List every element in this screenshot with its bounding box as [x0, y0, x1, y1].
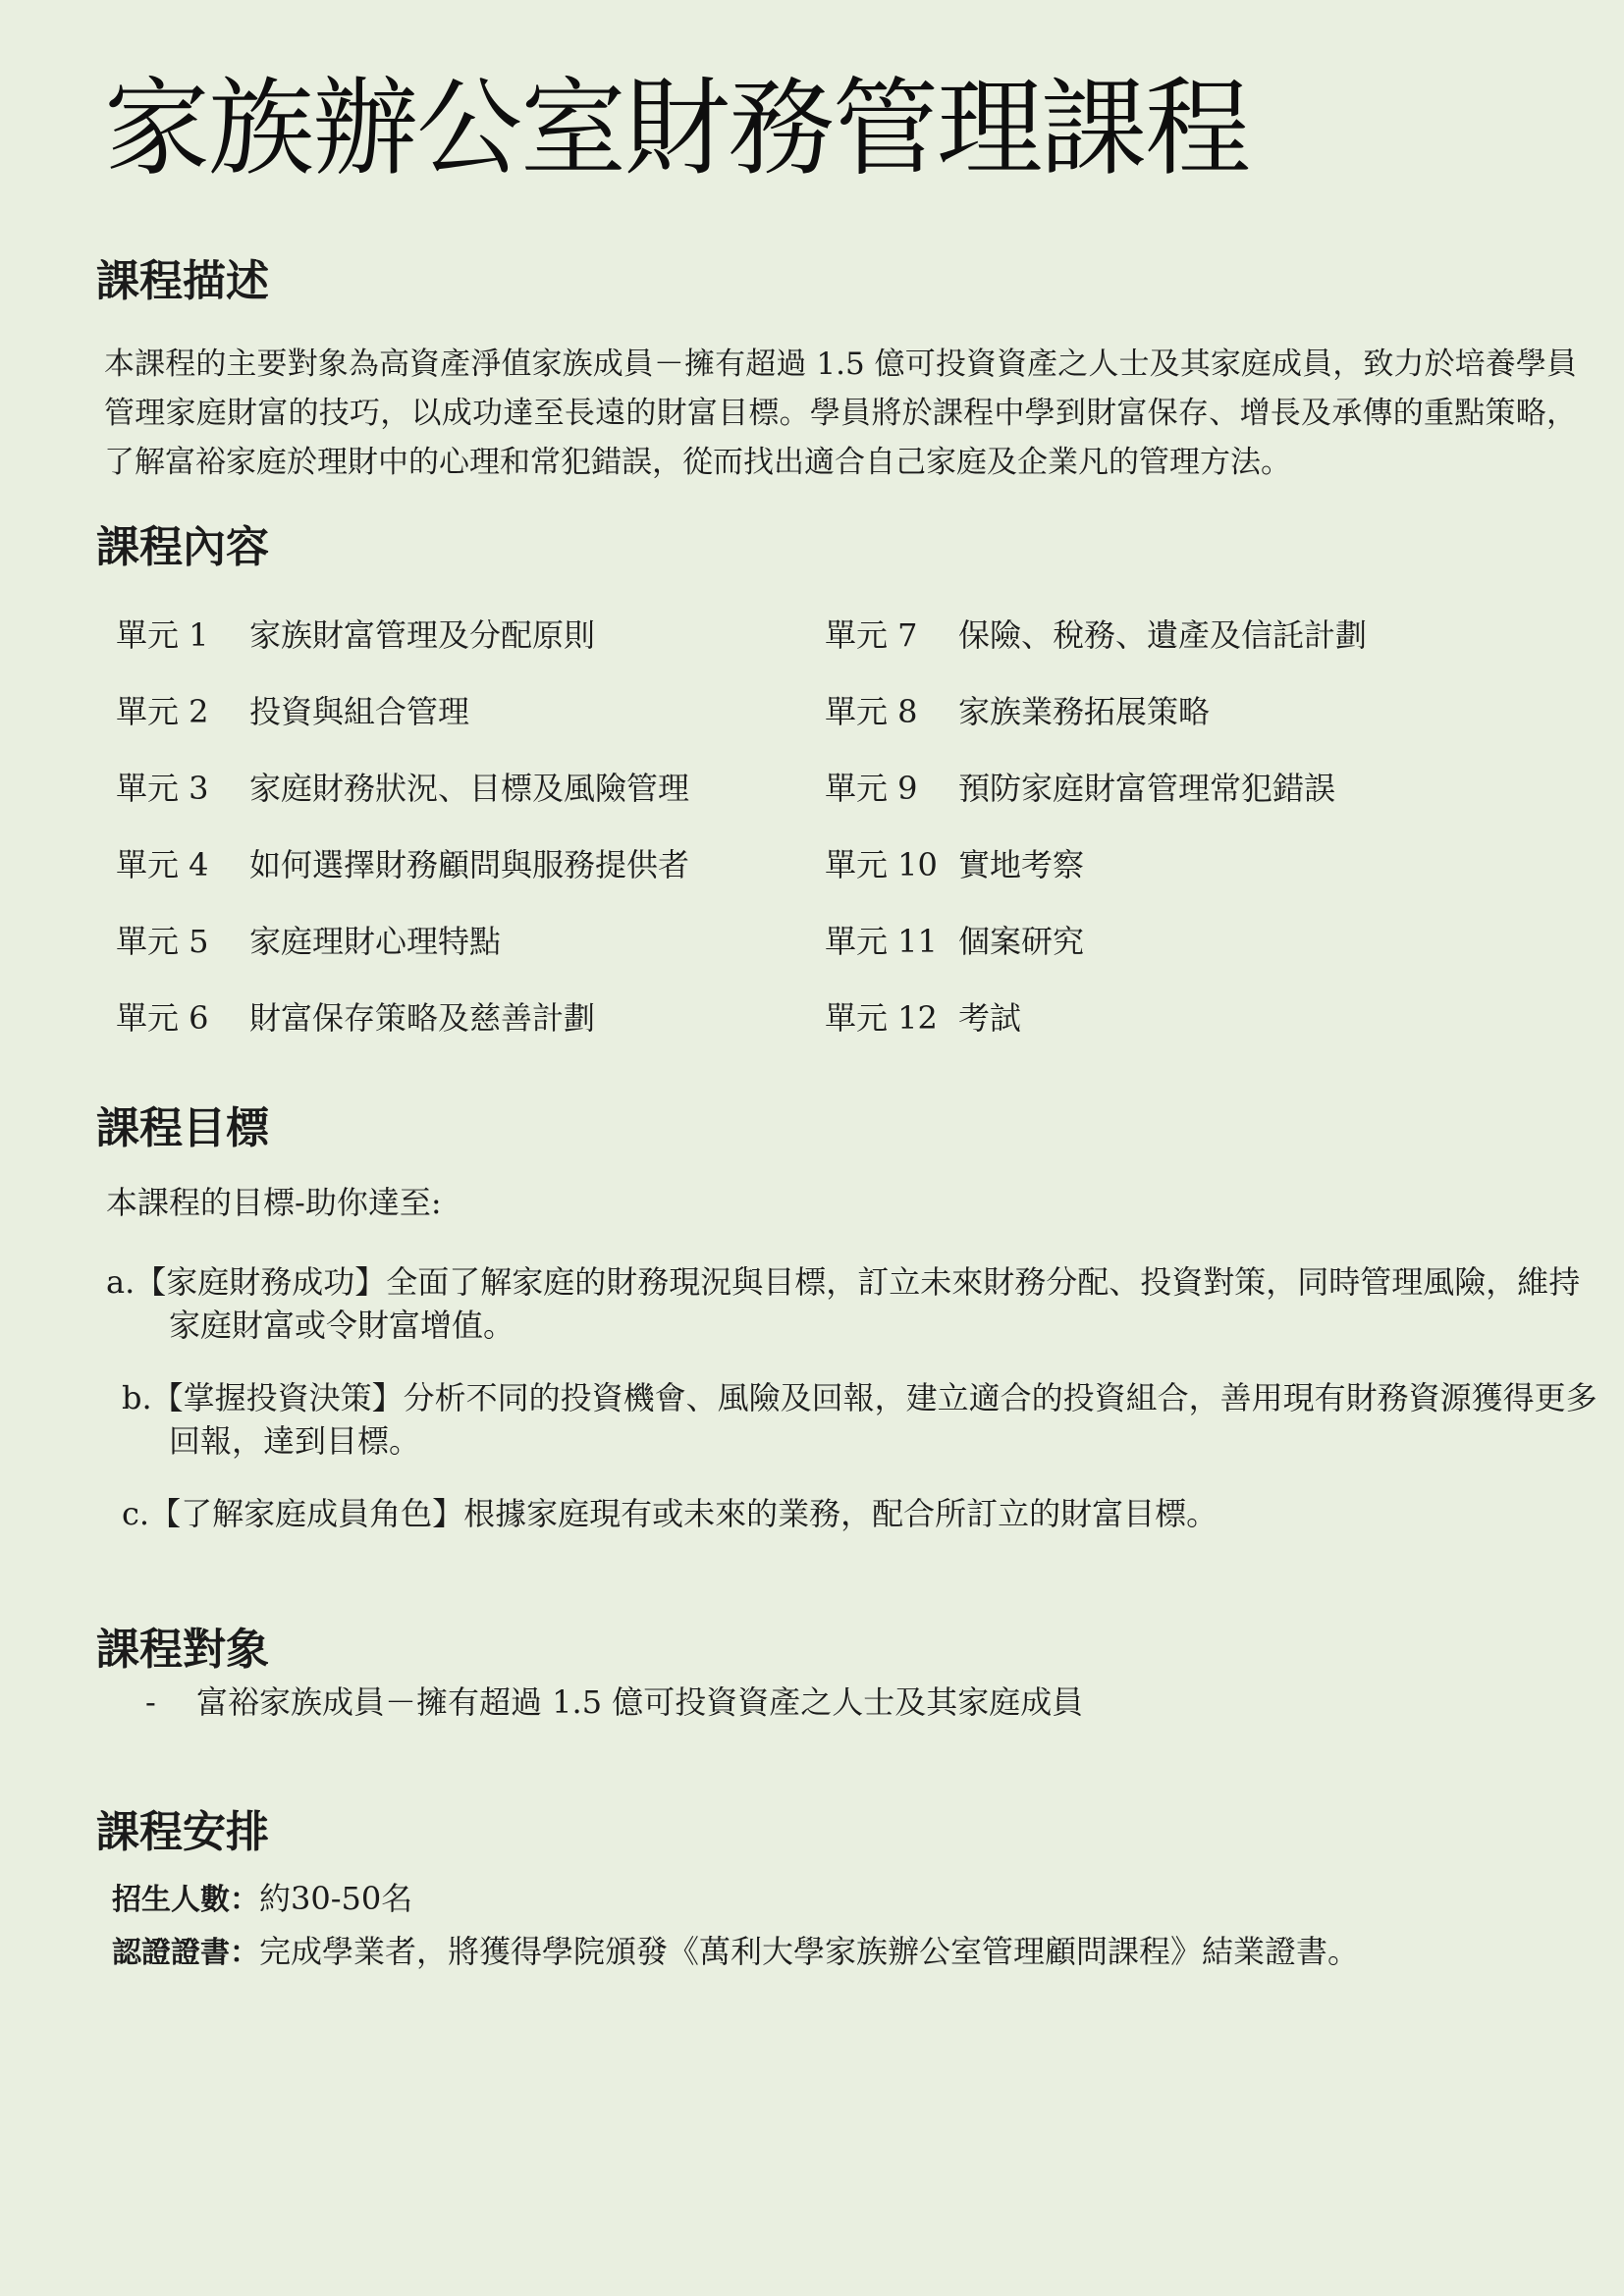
description-heading: 課程描述 [96, 256, 269, 306]
goals-intro: 本課程的目標-助你達至: [106, 1184, 442, 1221]
unit-name: 家族財富管理及分配原則 [249, 616, 596, 654]
unit-row [116, 685, 689, 762]
goal-marker: b. [122, 1379, 152, 1416]
unit-row [116, 915, 689, 991]
certificate-label: 認證證書： [112, 1936, 259, 1970]
goal-text: 【家庭財務成功】全面了解家庭的財務現況與目標，訂立未來財務分配、投資對策，同時管理風險，維持 [135, 1263, 1581, 1301]
unit-number: 單元 7 [825, 616, 918, 654]
goals-heading: 課程目標 [96, 1103, 269, 1153]
unit-row [116, 762, 689, 838]
unit-name: 考試 [958, 999, 1022, 1037]
unit-number: 單元 5 [116, 923, 209, 960]
unit-name: 個案研究 [958, 923, 1085, 960]
goal-marker: a. [106, 1263, 135, 1301]
unit-row [825, 991, 1367, 1068]
bullet-dash: - [145, 1683, 156, 1721]
unit-number: 單元 9 [825, 770, 918, 807]
unit-number: 單元 12 [825, 999, 938, 1037]
unit-name: 家庭財務狀況、目標及風險管理 [249, 770, 690, 807]
unit-name: 預防家庭財富管理常犯錯誤 [958, 770, 1336, 807]
goal-item-c [122, 1492, 1218, 1535]
certificate-row [112, 1927, 1359, 1978]
unit-row [116, 838, 689, 915]
unit-number: 單元 4 [116, 846, 209, 883]
unit-number: 單元 1 [116, 616, 209, 654]
certificate-value: 完成學業者，將獲得學院頒發《萬利大學家族辦公室管理顧問課程》結業證書。 [259, 1933, 1360, 1970]
unit-name: 家族業務拓展策略 [958, 693, 1211, 730]
unit-number: 單元 6 [116, 999, 209, 1037]
audience-heading: 課程對象 [96, 1625, 269, 1675]
enrollment-label: 招生人數： [112, 1883, 259, 1917]
unit-number: 單元 2 [116, 693, 209, 730]
unit-row [825, 762, 1367, 838]
arrangement-heading: 課程安排 [96, 1807, 269, 1857]
unit-name: 實地考察 [958, 846, 1085, 883]
unit-row [825, 915, 1367, 991]
unit-row [116, 991, 689, 1068]
unit-number: 單元 10 [825, 846, 938, 883]
unit-row [825, 609, 1367, 685]
document-title: 家族辦公室財務管理課程 [104, 68, 1250, 190]
enrollment-value: 約30-50名 [259, 1880, 413, 1917]
unit-row [116, 609, 689, 685]
goal-text: 【掌握投資決策】分析不同的投資機會、風險及回報，建立適合的投資組合，善用現有財務資源獲得更多 [151, 1379, 1597, 1416]
audience-item [145, 1678, 1083, 1727]
content-heading: 課程內容 [96, 522, 269, 572]
goal-text-continued: 回報，達到目標。 [169, 1422, 421, 1460]
unit-name: 投資與組合管理 [249, 693, 470, 730]
unit-name: 財富保存策略及慈善計劃 [249, 999, 596, 1037]
unit-number: 單元 11 [825, 923, 938, 960]
unit-column-left [116, 609, 689, 1068]
description-text: 本課程的主要對象為高資產淨值家族成員－擁有超過 1.5 億可投資資產之人士及其家庭成員，致力於培養學員管理家庭財富的技巧，以成功達至長遠的財富目標。學員將於課程中學到財富保存、增長及承傳的重點策略，了解富裕家庭於理財中的心理和常犯錯誤，從而找出適合自己家庭及企業凡的管理方法。 [104, 347, 1577, 480]
goal-item-b [122, 1376, 1597, 1463]
enrollment-row [112, 1874, 412, 1925]
unit-column-right [825, 609, 1367, 1068]
unit-name: 如何選擇財務顧問與服務提供者 [249, 846, 690, 883]
audience-text: 富裕家族成員－擁有超過 1.5 億可投資資產之人士及其家庭成員 [196, 1683, 1084, 1721]
goal-text-continued: 家庭財富或令財富增值。 [169, 1307, 515, 1344]
unit-number: 單元 8 [825, 693, 918, 730]
goal-marker: c. [122, 1495, 150, 1532]
unit-row [825, 685, 1367, 762]
unit-row [825, 838, 1367, 915]
unit-name: 家庭理財心理特點 [249, 923, 502, 960]
unit-name: 保險、稅務、遺產及信託計劃 [958, 616, 1368, 654]
unit-list [116, 609, 1490, 1070]
goal-item-a [106, 1260, 1580, 1347]
goal-text: 【了解家庭成員角色】根據家庭現有或未來的業務，配合所訂立的財富目標。 [149, 1495, 1218, 1532]
unit-number: 單元 3 [116, 770, 209, 807]
